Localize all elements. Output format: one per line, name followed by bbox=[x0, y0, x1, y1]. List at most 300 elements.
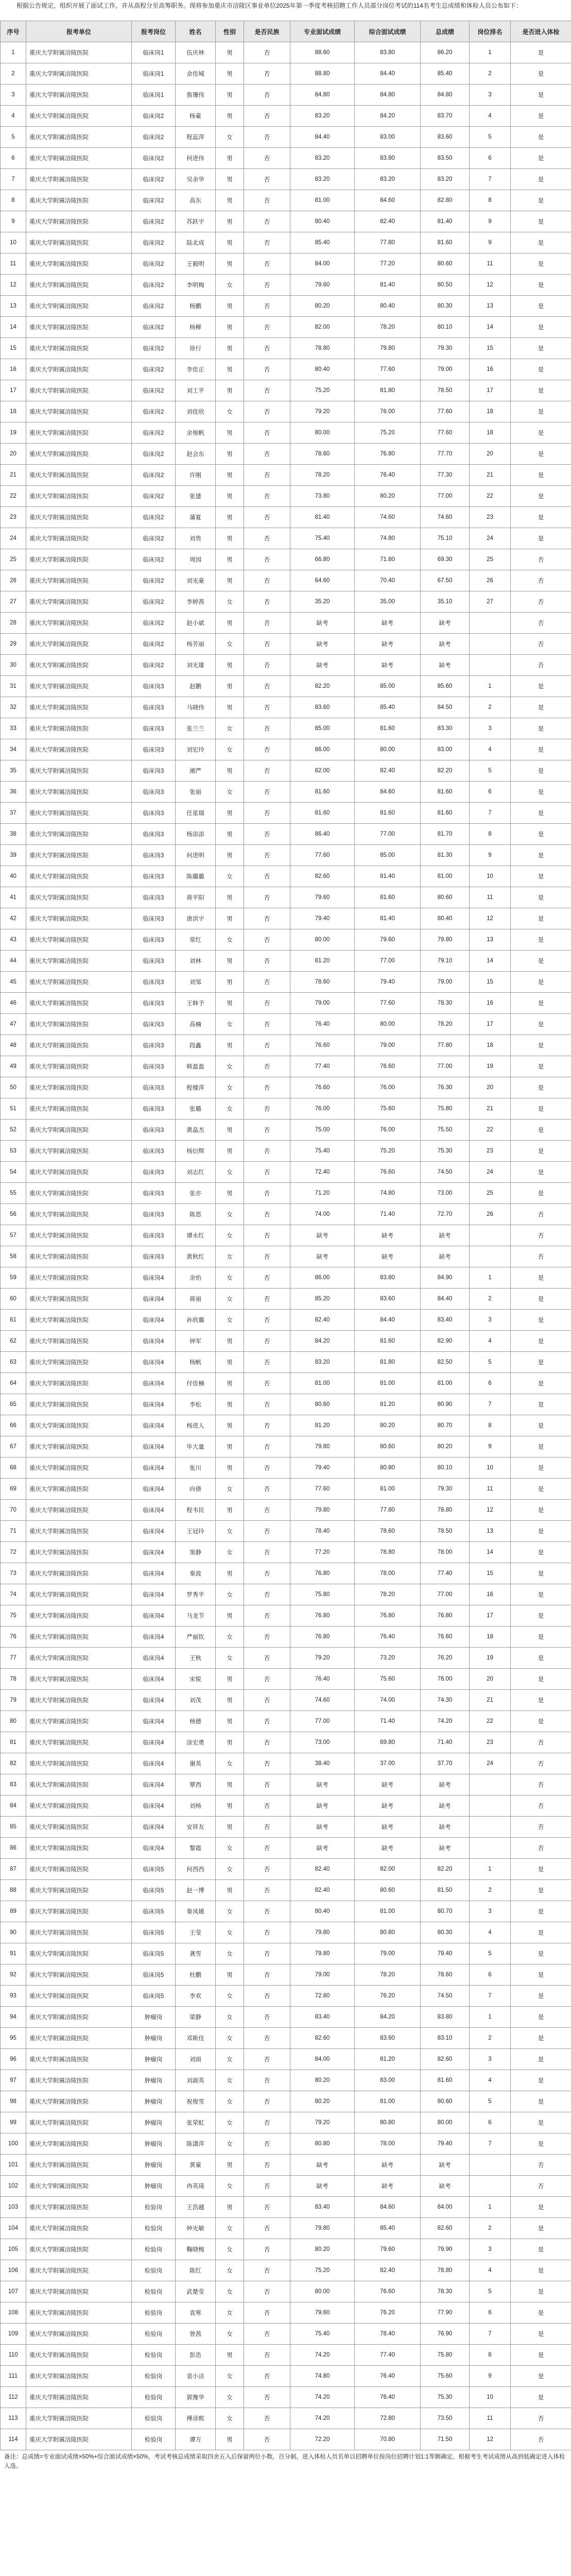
cell-professional-score: 77.60 bbox=[290, 845, 355, 866]
cell-professional-score: 缺考 bbox=[290, 613, 355, 634]
cell-ethnic: 否 bbox=[244, 1880, 290, 1901]
table-row bbox=[1, 1098, 571, 1120]
cell-medical-exam: 否 bbox=[511, 2429, 571, 2450]
cell-ethnic: 否 bbox=[244, 1225, 290, 1246]
cell-gender: 男 bbox=[216, 84, 244, 106]
cell-rank: 5 bbox=[470, 2091, 511, 2112]
cell-gender: 男 bbox=[216, 148, 244, 169]
cell-position: 临床岗3 bbox=[132, 1035, 176, 1056]
cell-ethnic: 否 bbox=[244, 887, 290, 908]
cell-index: 45 bbox=[1, 972, 26, 993]
cell-medical-exam: 是 bbox=[511, 2070, 571, 2091]
cell-name: 湘严 bbox=[176, 760, 216, 782]
cell-medical-exam: 是 bbox=[511, 2281, 571, 2302]
cell-gender: 女 bbox=[216, 2324, 244, 2345]
cell-index: 48 bbox=[1, 1035, 26, 1056]
cell-comprehensive-score: 80.20 bbox=[355, 1415, 421, 1436]
cell-position: 肿瘤岗 bbox=[132, 2155, 176, 2176]
cell-rank: 8 bbox=[470, 190, 511, 211]
cell-rank: 3 bbox=[470, 2049, 511, 2070]
cell-medical-exam: 是 bbox=[511, 444, 571, 465]
cell-total-score: 74.50 bbox=[421, 1986, 470, 2007]
cell-comprehensive-score: 78.00 bbox=[355, 2133, 421, 2155]
cell-position: 检验岗 bbox=[132, 2239, 176, 2260]
cell-total-score: 83.50 bbox=[421, 148, 470, 169]
cell-comprehensive-score: 83.00 bbox=[355, 2070, 421, 2091]
cell-gender: 女 bbox=[216, 2387, 244, 2408]
cell-comprehensive-score: 80.40 bbox=[355, 296, 421, 317]
cell-position: 临床岗3 bbox=[132, 1225, 176, 1246]
cell-position: 临床岗3 bbox=[132, 739, 176, 760]
cell-ethnic: 否 bbox=[244, 2408, 290, 2429]
cell-position: 临床岗3 bbox=[132, 1098, 176, 1120]
cell-ethnic: 否 bbox=[244, 2028, 290, 2049]
cell-unit: 重庆大学附属涪陵医院 bbox=[26, 972, 132, 993]
cell-position: 临床岗5 bbox=[132, 1901, 176, 1922]
cell-position: 临床岗1 bbox=[132, 63, 176, 84]
column-header: 报考岗位 bbox=[132, 21, 176, 42]
cell-position: 临床岗4 bbox=[132, 1542, 176, 1563]
cell-comprehensive-score: 78.40 bbox=[355, 2324, 421, 2345]
cell-name: 刘茂 bbox=[176, 1690, 216, 1711]
cell-total-score: 80.10 bbox=[421, 317, 470, 338]
cell-unit: 重庆大学附属涪陵医院 bbox=[26, 1458, 132, 1479]
cell-professional-score: 84.80 bbox=[290, 84, 355, 106]
cell-unit: 重庆大学附属涪陵医院 bbox=[26, 1373, 132, 1394]
table-row bbox=[1, 1901, 571, 1922]
cell-unit: 重庆大学附属涪陵医院 bbox=[26, 1162, 132, 1183]
cell-index: 97 bbox=[1, 2070, 26, 2091]
cell-medical-exam: 是 bbox=[511, 2239, 571, 2260]
cell-medical-exam: 是 bbox=[511, 972, 571, 993]
cell-total-score: 80.60 bbox=[421, 253, 470, 275]
cell-total-score: 77.60 bbox=[421, 422, 470, 444]
cell-total-score: 76.30 bbox=[421, 1077, 470, 1098]
table-row bbox=[1, 1014, 571, 1035]
table-row bbox=[1, 1415, 571, 1436]
cell-gender: 男 bbox=[216, 613, 244, 634]
cell-ethnic: 否 bbox=[244, 1795, 290, 1817]
cell-index: 75 bbox=[1, 1605, 26, 1626]
cell-medical-exam: 是 bbox=[511, 1310, 571, 1331]
cell-name: 刘光雄 bbox=[176, 655, 216, 676]
cell-gender: 男 bbox=[216, 486, 244, 507]
cell-comprehensive-score: 80.80 bbox=[355, 1458, 421, 1479]
cell-rank: 15 bbox=[470, 1563, 511, 1584]
cell-gender: 男 bbox=[216, 1436, 244, 1458]
cell-unit: 重庆大学附属涪陵医院 bbox=[26, 570, 132, 591]
table-row bbox=[1, 1436, 571, 1458]
cell-index: 15 bbox=[1, 338, 26, 359]
table-row bbox=[1, 232, 571, 253]
table-row bbox=[1, 2133, 571, 2155]
cell-professional-score: 76.40 bbox=[290, 1014, 355, 1035]
cell-total-score: 78.00 bbox=[421, 1542, 470, 1563]
cell-professional-score: 66.80 bbox=[290, 549, 355, 570]
cell-rank: 11 bbox=[470, 253, 511, 275]
cell-medical-exam: 是 bbox=[511, 528, 571, 549]
cell-professional-score: 82.40 bbox=[290, 1859, 355, 1880]
cell-ethnic: 否 bbox=[244, 2155, 290, 2176]
cell-index: 70 bbox=[1, 1500, 26, 1521]
cell-unit: 重庆大学附属涪陵医院 bbox=[26, 1690, 132, 1711]
cell-position: 肿瘤岗 bbox=[132, 2070, 176, 2091]
cell-unit: 重庆大学附属涪陵医院 bbox=[26, 1289, 132, 1310]
cell-name: 赵鹏 bbox=[176, 676, 216, 697]
cell-name: 黎霞 bbox=[176, 1838, 216, 1859]
cell-position: 临床岗2 bbox=[132, 444, 176, 465]
cell-medical-exam: 是 bbox=[511, 253, 571, 275]
table-row bbox=[1, 1394, 571, 1415]
cell-name: 杨柳 bbox=[176, 317, 216, 338]
table-row bbox=[1, 1331, 571, 1352]
cell-rank: 22 bbox=[470, 1120, 511, 1141]
cell-total-score: 75.10 bbox=[421, 528, 470, 549]
cell-position: 临床岗3 bbox=[132, 1141, 176, 1162]
cell-professional-score: 80.20 bbox=[290, 2070, 355, 2091]
table-row bbox=[1, 2091, 571, 2112]
cell-professional-score: 79.20 bbox=[290, 1648, 355, 1669]
cell-comprehensive-score: 85.40 bbox=[355, 697, 421, 718]
cell-gender: 男 bbox=[216, 951, 244, 972]
cell-position: 临床岗4 bbox=[132, 1732, 176, 1753]
cell-comprehensive-score: 81.60 bbox=[355, 718, 421, 739]
cell-index: 90 bbox=[1, 1922, 26, 1943]
cell-comprehensive-score: 76.00 bbox=[355, 1077, 421, 1098]
cell-index: 4 bbox=[1, 106, 26, 127]
table-row bbox=[1, 465, 571, 486]
cell-unit: 重庆大学附属涪陵医院 bbox=[26, 1880, 132, 1901]
cell-gender: 女 bbox=[216, 591, 244, 613]
cell-medical-exam: 是 bbox=[511, 338, 571, 359]
cell-professional-score: 80.00 bbox=[290, 2281, 355, 2302]
cell-comprehensive-score: 70.80 bbox=[355, 2429, 421, 2450]
cell-medical-exam: 是 bbox=[511, 1267, 571, 1289]
cell-comprehensive-score: 74.80 bbox=[355, 528, 421, 549]
cell-gender: 女 bbox=[216, 1098, 244, 1120]
cell-position: 临床岗2 bbox=[132, 507, 176, 528]
cell-comprehensive-score: 76.20 bbox=[355, 2302, 421, 2324]
cell-index: 89 bbox=[1, 1901, 26, 1922]
table-row bbox=[1, 908, 571, 929]
cell-gender: 男 bbox=[216, 697, 244, 718]
cell-ethnic: 否 bbox=[244, 549, 290, 570]
cell-ethnic: 否 bbox=[244, 401, 290, 422]
cell-total-score: 75.30 bbox=[421, 2387, 470, 2408]
cell-total-score: 77.30 bbox=[421, 465, 470, 486]
cell-name: 刘宏玲 bbox=[176, 739, 216, 760]
cell-comprehensive-score: 76.00 bbox=[355, 401, 421, 422]
cell-total-score: 缺考 bbox=[421, 1246, 470, 1267]
cell-rank: 6 bbox=[470, 2112, 511, 2133]
cell-rank: 20 bbox=[470, 444, 511, 465]
cell-rank: 9 bbox=[470, 211, 511, 232]
cell-index: 42 bbox=[1, 908, 26, 929]
cell-name: 陆北成 bbox=[176, 232, 216, 253]
cell-total-score: 81.00 bbox=[421, 866, 470, 887]
cell-ethnic: 否 bbox=[244, 613, 290, 634]
cell-professional-score: 85.20 bbox=[290, 1289, 355, 1310]
cell-gender: 女 bbox=[216, 1838, 244, 1859]
cell-comprehensive-score: 72.80 bbox=[355, 2408, 421, 2429]
cell-rank: 18 bbox=[470, 1626, 511, 1648]
cell-name: 詹珊伟 bbox=[176, 84, 216, 106]
table-row bbox=[1, 1964, 571, 1986]
cell-comprehensive-score: 81.00 bbox=[355, 1479, 421, 1500]
cell-index: 53 bbox=[1, 1141, 26, 1162]
cell-name: 杨德 bbox=[176, 1711, 216, 1732]
cell-gender: 男 bbox=[216, 1795, 244, 1817]
cell-index: 10 bbox=[1, 232, 26, 253]
cell-unit: 重庆大学附属涪陵医院 bbox=[26, 1838, 132, 1859]
cell-medical-exam: 是 bbox=[511, 1289, 571, 1310]
cell-gender: 女 bbox=[216, 1648, 244, 1669]
cell-professional-score: 79.80 bbox=[290, 1922, 355, 1943]
cell-index: 30 bbox=[1, 655, 26, 676]
cell-ethnic: 否 bbox=[244, 275, 290, 296]
cell-position: 临床岗2 bbox=[132, 465, 176, 486]
cell-position: 临床岗2 bbox=[132, 317, 176, 338]
cell-ethnic: 否 bbox=[244, 1901, 290, 1922]
cell-medical-exam: 否 bbox=[511, 655, 571, 676]
cell-index: 54 bbox=[1, 1162, 26, 1183]
table-row bbox=[1, 2218, 571, 2239]
cell-gender: 女 bbox=[216, 782, 244, 803]
table-row bbox=[1, 1542, 571, 1563]
cell-index: 34 bbox=[1, 739, 26, 760]
table-row bbox=[1, 1584, 571, 1605]
cell-professional-score: 76.40 bbox=[290, 1669, 355, 1690]
cell-total-score: 83.60 bbox=[421, 127, 470, 148]
cell-index: 95 bbox=[1, 2028, 26, 2049]
cell-professional-score: 80.40 bbox=[290, 359, 355, 380]
cell-comprehensive-score: 70.40 bbox=[355, 570, 421, 591]
cell-rank: 4 bbox=[470, 739, 511, 760]
cell-index: 26 bbox=[1, 570, 26, 591]
cell-name: 马晓伟 bbox=[176, 697, 216, 718]
cell-name: 蒋丽 bbox=[176, 1289, 216, 1310]
cell-position: 临床岗4 bbox=[132, 1605, 176, 1626]
table-row bbox=[1, 2176, 571, 2197]
cell-gender: 女 bbox=[216, 1310, 244, 1331]
table-row bbox=[1, 1880, 571, 1901]
cell-professional-score: 79.60 bbox=[290, 275, 355, 296]
cell-unit: 重庆大学附属涪陵医院 bbox=[26, 2070, 132, 2091]
cell-index: 25 bbox=[1, 549, 26, 570]
cell-name: 伍庆林 bbox=[176, 42, 216, 63]
column-header: 性别 bbox=[216, 21, 244, 42]
cell-unit: 重庆大学附属涪陵医院 bbox=[26, 2387, 132, 2408]
cell-unit: 重庆大学附属涪陵医院 bbox=[26, 1183, 132, 1204]
cell-medical-exam: 是 bbox=[511, 676, 571, 697]
cell-position: 肿瘤岗 bbox=[132, 2176, 176, 2197]
cell-professional-score: 79.60 bbox=[290, 2302, 355, 2324]
table-row bbox=[1, 2345, 571, 2366]
table-row bbox=[1, 718, 571, 739]
cell-ethnic: 否 bbox=[244, 1204, 290, 1225]
cell-name: 罗秀平 bbox=[176, 1584, 216, 1605]
cell-unit: 重庆大学附属涪陵医院 bbox=[26, 1077, 132, 1098]
cell-gender: 男 bbox=[216, 190, 244, 211]
cell-index: 49 bbox=[1, 1056, 26, 1077]
cell-ethnic: 否 bbox=[244, 1479, 290, 1500]
cell-ethnic: 否 bbox=[244, 2324, 290, 2345]
cell-index: 79 bbox=[1, 1690, 26, 1711]
cell-ethnic: 否 bbox=[244, 845, 290, 866]
cell-position: 临床岗4 bbox=[132, 1817, 176, 1838]
cell-ethnic: 否 bbox=[244, 760, 290, 782]
cell-comprehensive-score: 缺考 bbox=[355, 2155, 421, 2176]
cell-medical-exam: 是 bbox=[511, 190, 571, 211]
cell-rank: 2 bbox=[470, 697, 511, 718]
cell-gender: 男 bbox=[216, 444, 244, 465]
cell-ethnic: 否 bbox=[244, 1415, 290, 1436]
cell-rank: 9 bbox=[470, 2366, 511, 2387]
cell-ethnic: 否 bbox=[244, 127, 290, 148]
cell-name: 刘杨 bbox=[176, 1795, 216, 1817]
table-row bbox=[1, 1732, 571, 1753]
cell-name: 陈思 bbox=[176, 1204, 216, 1225]
cell-name: 程韦民 bbox=[176, 1500, 216, 1521]
cell-index: 29 bbox=[1, 634, 26, 655]
cell-medical-exam: 是 bbox=[511, 1141, 571, 1162]
table-row bbox=[1, 866, 571, 887]
cell-gender: 男 bbox=[216, 380, 244, 401]
cell-position: 检验岗 bbox=[132, 2408, 176, 2429]
cell-ethnic: 否 bbox=[244, 2176, 290, 2197]
cell-ethnic: 否 bbox=[244, 972, 290, 993]
table-row bbox=[1, 1648, 571, 1669]
cell-position: 临床岗4 bbox=[132, 1394, 176, 1415]
cell-index: 110 bbox=[1, 2345, 26, 2366]
cell-unit: 重庆大学附属涪陵医院 bbox=[26, 486, 132, 507]
cell-index: 114 bbox=[1, 2429, 26, 2450]
cell-medical-exam: 是 bbox=[511, 739, 571, 760]
cell-position: 临床岗1 bbox=[132, 84, 176, 106]
cell-gender: 女 bbox=[216, 718, 244, 739]
cell-ethnic: 否 bbox=[244, 908, 290, 929]
cell-rank: 20 bbox=[470, 1669, 511, 1690]
cell-comprehensive-score: 82.40 bbox=[355, 2260, 421, 2281]
cell-total-score: 85.40 bbox=[421, 63, 470, 84]
cell-unit: 重庆大学附属涪陵医院 bbox=[26, 2028, 132, 2049]
table-row bbox=[1, 2260, 571, 2281]
cell-medical-exam: 是 bbox=[511, 1605, 571, 1626]
cell-ethnic: 否 bbox=[244, 1014, 290, 1035]
cell-ethnic: 否 bbox=[244, 2260, 290, 2281]
cell-total-score: 77.70 bbox=[421, 444, 470, 465]
cell-professional-score: 79.80 bbox=[290, 2218, 355, 2239]
cell-comprehensive-score: 81.40 bbox=[355, 908, 421, 929]
cell-comprehensive-score: 71.40 bbox=[355, 1711, 421, 1732]
cell-position: 临床岗2 bbox=[132, 655, 176, 676]
cell-total-score: 78.20 bbox=[421, 1014, 470, 1035]
cell-position: 临床岗4 bbox=[132, 1479, 176, 1500]
cell-rank bbox=[470, 1817, 511, 1838]
cell-gender: 女 bbox=[216, 1626, 244, 1648]
cell-gender: 女 bbox=[216, 1077, 244, 1098]
cell-professional-score: 78.20 bbox=[290, 465, 355, 486]
cell-comprehensive-score: 82.40 bbox=[355, 211, 421, 232]
cell-total-score: 80.20 bbox=[421, 1436, 470, 1458]
cell-ethnic: 否 bbox=[244, 951, 290, 972]
table-row bbox=[1, 1795, 571, 1817]
cell-medical-exam: 是 bbox=[511, 1648, 571, 1669]
cell-unit: 重庆大学附属涪陵医院 bbox=[26, 1225, 132, 1246]
cell-unit: 重庆大学附属涪陵医院 bbox=[26, 1014, 132, 1035]
cell-total-score: 84.50 bbox=[421, 697, 470, 718]
cell-comprehensive-score: 80.00 bbox=[355, 1014, 421, 1035]
table-row bbox=[1, 993, 571, 1014]
cell-rank: 16 bbox=[470, 993, 511, 1014]
cell-total-score: 76.20 bbox=[421, 1648, 470, 1669]
cell-gender: 男 bbox=[216, 338, 244, 359]
cell-professional-score: 84.00 bbox=[290, 2049, 355, 2070]
cell-medical-exam: 是 bbox=[511, 1563, 571, 1584]
table-row bbox=[1, 1690, 571, 1711]
cell-total-score: 79.30 bbox=[421, 338, 470, 359]
cell-position: 临床岗2 bbox=[132, 211, 176, 232]
cell-professional-score: 79.00 bbox=[290, 1964, 355, 1986]
cell-unit: 重庆大学附属涪陵医院 bbox=[26, 1120, 132, 1141]
cell-rank bbox=[470, 1225, 511, 1246]
cell-gender: 女 bbox=[216, 2049, 244, 2070]
cell-professional-score: 缺考 bbox=[290, 634, 355, 655]
cell-ethnic: 否 bbox=[244, 42, 290, 63]
cell-unit: 重庆大学附属涪陵医院 bbox=[26, 1415, 132, 1436]
cell-professional-score: 78.80 bbox=[290, 338, 355, 359]
table-row bbox=[1, 1246, 571, 1267]
cell-name: 黄秋红 bbox=[176, 1246, 216, 1267]
cell-name: 覃西 bbox=[176, 1774, 216, 1795]
table-row bbox=[1, 338, 571, 359]
cell-medical-exam: 是 bbox=[511, 1901, 571, 1922]
cell-ethnic: 否 bbox=[244, 591, 290, 613]
cell-professional-score: 71.20 bbox=[290, 1183, 355, 1204]
cell-position: 临床岗5 bbox=[132, 1922, 176, 1943]
cell-ethnic: 否 bbox=[244, 1711, 290, 1732]
cell-gender: 女 bbox=[216, 2281, 244, 2302]
cell-professional-score: 75.40 bbox=[290, 1141, 355, 1162]
cell-rank: 17 bbox=[470, 380, 511, 401]
cell-index: 63 bbox=[1, 1352, 26, 1373]
cell-index: 6 bbox=[1, 148, 26, 169]
cell-index: 77 bbox=[1, 1648, 26, 1669]
cell-index: 32 bbox=[1, 697, 26, 718]
cell-name: 梁静 bbox=[176, 2007, 216, 2028]
cell-name: 冉英琦 bbox=[176, 2176, 216, 2197]
cell-professional-score: 79.80 bbox=[290, 1436, 355, 1458]
cell-position: 临床岗2 bbox=[132, 634, 176, 655]
cell-index: 19 bbox=[1, 422, 26, 444]
cell-index: 16 bbox=[1, 359, 26, 380]
cell-rank bbox=[470, 1795, 511, 1817]
cell-medical-exam: 否 bbox=[511, 1204, 571, 1225]
cell-rank: 5 bbox=[470, 1943, 511, 1964]
cell-name: 李松 bbox=[176, 1394, 216, 1415]
cell-position: 临床岗3 bbox=[132, 803, 176, 824]
cell-comprehensive-score: 85.00 bbox=[355, 676, 421, 697]
cell-index: 43 bbox=[1, 929, 26, 951]
cell-position: 临床岗2 bbox=[132, 232, 176, 253]
cell-unit: 重庆大学附属涪陵医院 bbox=[26, 951, 132, 972]
cell-gender: 男 bbox=[216, 1500, 244, 1521]
cell-rank: 14 bbox=[470, 951, 511, 972]
cell-medical-exam: 是 bbox=[511, 232, 571, 253]
cell-index: 38 bbox=[1, 824, 26, 845]
table-row bbox=[1, 2429, 571, 2450]
cell-gender: 女 bbox=[216, 2239, 244, 2260]
